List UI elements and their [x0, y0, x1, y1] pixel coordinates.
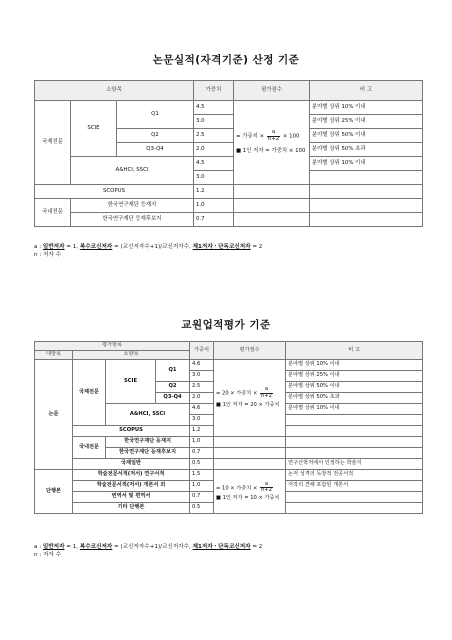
intl-category: 국제전문	[73, 360, 106, 426]
formula-book-prefix: = 10 × 가중치 ×	[216, 485, 258, 492]
header-score: 평가점수	[214, 342, 286, 360]
kci-pub-label: 한국연구재단 등재지	[71, 199, 194, 213]
note-line-n: n : 저자 수	[34, 252, 61, 258]
remark-cell: 분야별 상위 25% 이내	[286, 371, 423, 382]
paper-category: 논문	[35, 360, 73, 470]
remark-cell: 분야별 상위 50% 이내	[310, 129, 423, 143]
formula-main-prefix: = 가중치 ×	[236, 134, 265, 141]
remark-cell-empty	[286, 426, 423, 437]
domestic-category: 국내전문	[35, 199, 71, 227]
kci-pub-label: 한국연구재단 등재지	[106, 437, 190, 448]
formula-fraction: $\frac{a}{n+2}$	[267, 129, 280, 143]
score-cell-empty	[214, 437, 286, 448]
remark-cell: 연구산학처에서 인정하는 학술지	[286, 459, 423, 470]
weight-cell: 2.5	[190, 382, 214, 393]
formula-book-single: ■ 1인 저자 = 10 × 가중치	[216, 494, 280, 501]
scie-label: SCIE	[106, 360, 156, 404]
remark-cell: 분야별 상위 10% 이내	[310, 157, 423, 171]
formula-fraction: $\frac{a}{n+2}$	[260, 480, 272, 494]
intl-category: 국제전문	[35, 101, 71, 185]
header-major: 대항목	[35, 351, 73, 360]
weight-cell: 0.7	[190, 448, 214, 459]
note-line-n: n : 저자 수	[34, 552, 61, 558]
header-eval-item: 평가항목	[35, 342, 190, 351]
header-minor: 소항목	[73, 351, 190, 360]
note-line-a: a : 일반저자 = 1, 복수코신저자 = (교신저자수+1)/교신저자수, 제1저자ㆍ단독코신저자 = 2	[34, 544, 263, 550]
book-category: 단행본	[35, 470, 73, 514]
remark-cell: 저작의 견해 포함된 개론서	[286, 481, 423, 492]
doc2-table	[34, 341, 423, 514]
remark-cell-empty	[286, 437, 423, 448]
remark-cell: 분야별 상위 25% 이내	[310, 115, 423, 129]
score-cell-empty	[234, 199, 310, 213]
doc1-title: 논문실적(자격기준) 산정 기준	[152, 54, 300, 66]
header-remark: 비 고	[286, 342, 423, 360]
book-other-label: 기타 단행본	[73, 503, 190, 514]
header-weight: 가중치	[190, 342, 214, 360]
weight-cell: 2.5	[194, 129, 234, 143]
weight-cell: 1.0	[190, 437, 214, 448]
weight-cell: 3.0	[194, 115, 234, 129]
remark-cell-empty	[310, 199, 423, 213]
scie-label: SCIE	[71, 101, 117, 157]
formula-single: ■ 1인 저자 = 20 × 가중치	[216, 402, 280, 409]
remark-cell: 분야별 상위 50% 초과	[286, 393, 423, 404]
weight-cell: 1.0	[194, 199, 234, 213]
weight-cell: 1.2	[190, 426, 214, 437]
weight-cell: 4.6	[190, 360, 214, 371]
q2-label: Q2	[117, 129, 194, 143]
weight-cell: 4.5	[194, 101, 234, 115]
weight-cell: 3.0	[190, 371, 214, 382]
remark-cell: 분야별 상위 10% 이내	[286, 360, 423, 371]
kci-cand-label: 한국연구재단 등재후보지	[71, 213, 194, 227]
weight-cell: 1.0	[190, 481, 214, 492]
remark-cell-empty	[310, 213, 423, 227]
score-formula	[234, 101, 310, 185]
remark-cell-empty	[310, 185, 423, 199]
remark-cell-empty	[286, 503, 423, 514]
score-cell-empty	[214, 459, 286, 470]
remark-cell-empty	[286, 492, 423, 503]
formula-fraction: $\frac{a}{n+2}$	[260, 386, 272, 399]
q34-label: Q3-Q4	[117, 143, 194, 157]
header-remark: 비 고	[310, 81, 423, 101]
ahci-label: A&HCI, SSCI	[106, 404, 190, 426]
score-cell-empty	[234, 185, 310, 199]
remark-cell-empty	[286, 448, 423, 459]
weight-cell: 0.5	[190, 459, 214, 470]
formula-single: ■ 1인 저자 = 가중치 × 100	[236, 147, 306, 154]
q1-label: Q1	[156, 360, 190, 382]
remark-cell: 분야별 상위 50% 이내	[286, 382, 423, 393]
score-cell-empty	[214, 448, 286, 459]
weight-cell: 4.6	[190, 404, 214, 415]
q34-label: Q3-Q4	[156, 393, 190, 404]
weight-cell: 0.5	[190, 503, 214, 514]
doc1-table	[34, 80, 423, 227]
domestic-category: 국내전문	[73, 437, 106, 459]
weight-cell: 4.5	[194, 157, 234, 171]
header-weight: 가중치	[194, 81, 234, 101]
weight-cell: 3.0	[190, 415, 214, 426]
remark-cell: 분야별 상위 50% 초과	[310, 143, 423, 157]
weight-cell: 3.0	[194, 171, 234, 185]
formula-main-prefix: = 20 × 가중치 ×	[216, 390, 258, 397]
doc2-notes	[34, 543, 262, 559]
ahci-label: A&HCI, SSCI	[71, 157, 194, 185]
remark-cell: 분야별 상위 10% 이내	[286, 404, 423, 415]
q2-label: Q2	[156, 382, 190, 393]
book-score-formula	[214, 470, 286, 514]
header-score: 평가점수	[234, 81, 310, 101]
header-subitem: 소항목	[35, 81, 194, 101]
score-formula	[214, 360, 286, 437]
remark-cell: 분야별 상위 10% 이내	[310, 101, 423, 115]
intl-general-label: 국제일반	[73, 459, 190, 470]
scopus-label: SCOPUS	[73, 426, 190, 437]
doc2-title: 교원업적평가 기준	[181, 319, 271, 331]
weight-cell: 0.7	[190, 492, 214, 503]
weight-cell: 0.7	[194, 213, 234, 227]
kci-cand-label: 한국연구재단 등재후보지	[106, 448, 190, 459]
scopus-label: SCOPUS	[35, 185, 194, 199]
remark-cell-empty	[310, 171, 423, 185]
score-cell-empty	[234, 213, 310, 227]
remark-cell: 논저 성격의 독창적 전공서적	[286, 470, 423, 481]
formula-main-suffix: × 100	[282, 134, 300, 141]
weight-cell: 1.5	[190, 470, 214, 481]
book-translation-label: 번역서 및 편역서	[73, 492, 190, 503]
doc1-notes	[34, 243, 262, 259]
book-intro-label: 학술전문서적(저서) 개론서 외	[73, 481, 190, 492]
remark-cell-empty	[286, 415, 423, 426]
note-line-a: a : 일반저자 = 1, 복수코신저자 = (교신저자수+1)/교신저자수, 제1저자ㆍ단독코신저자 = 2	[34, 244, 263, 250]
book-research-label: 학술전문서적(저서) 연구서적	[73, 470, 190, 481]
q1-label: Q1	[117, 101, 194, 129]
weight-cell: 1.2	[194, 185, 234, 199]
weight-cell: 2.0	[194, 143, 234, 157]
weight-cell: 2.0	[190, 393, 214, 404]
